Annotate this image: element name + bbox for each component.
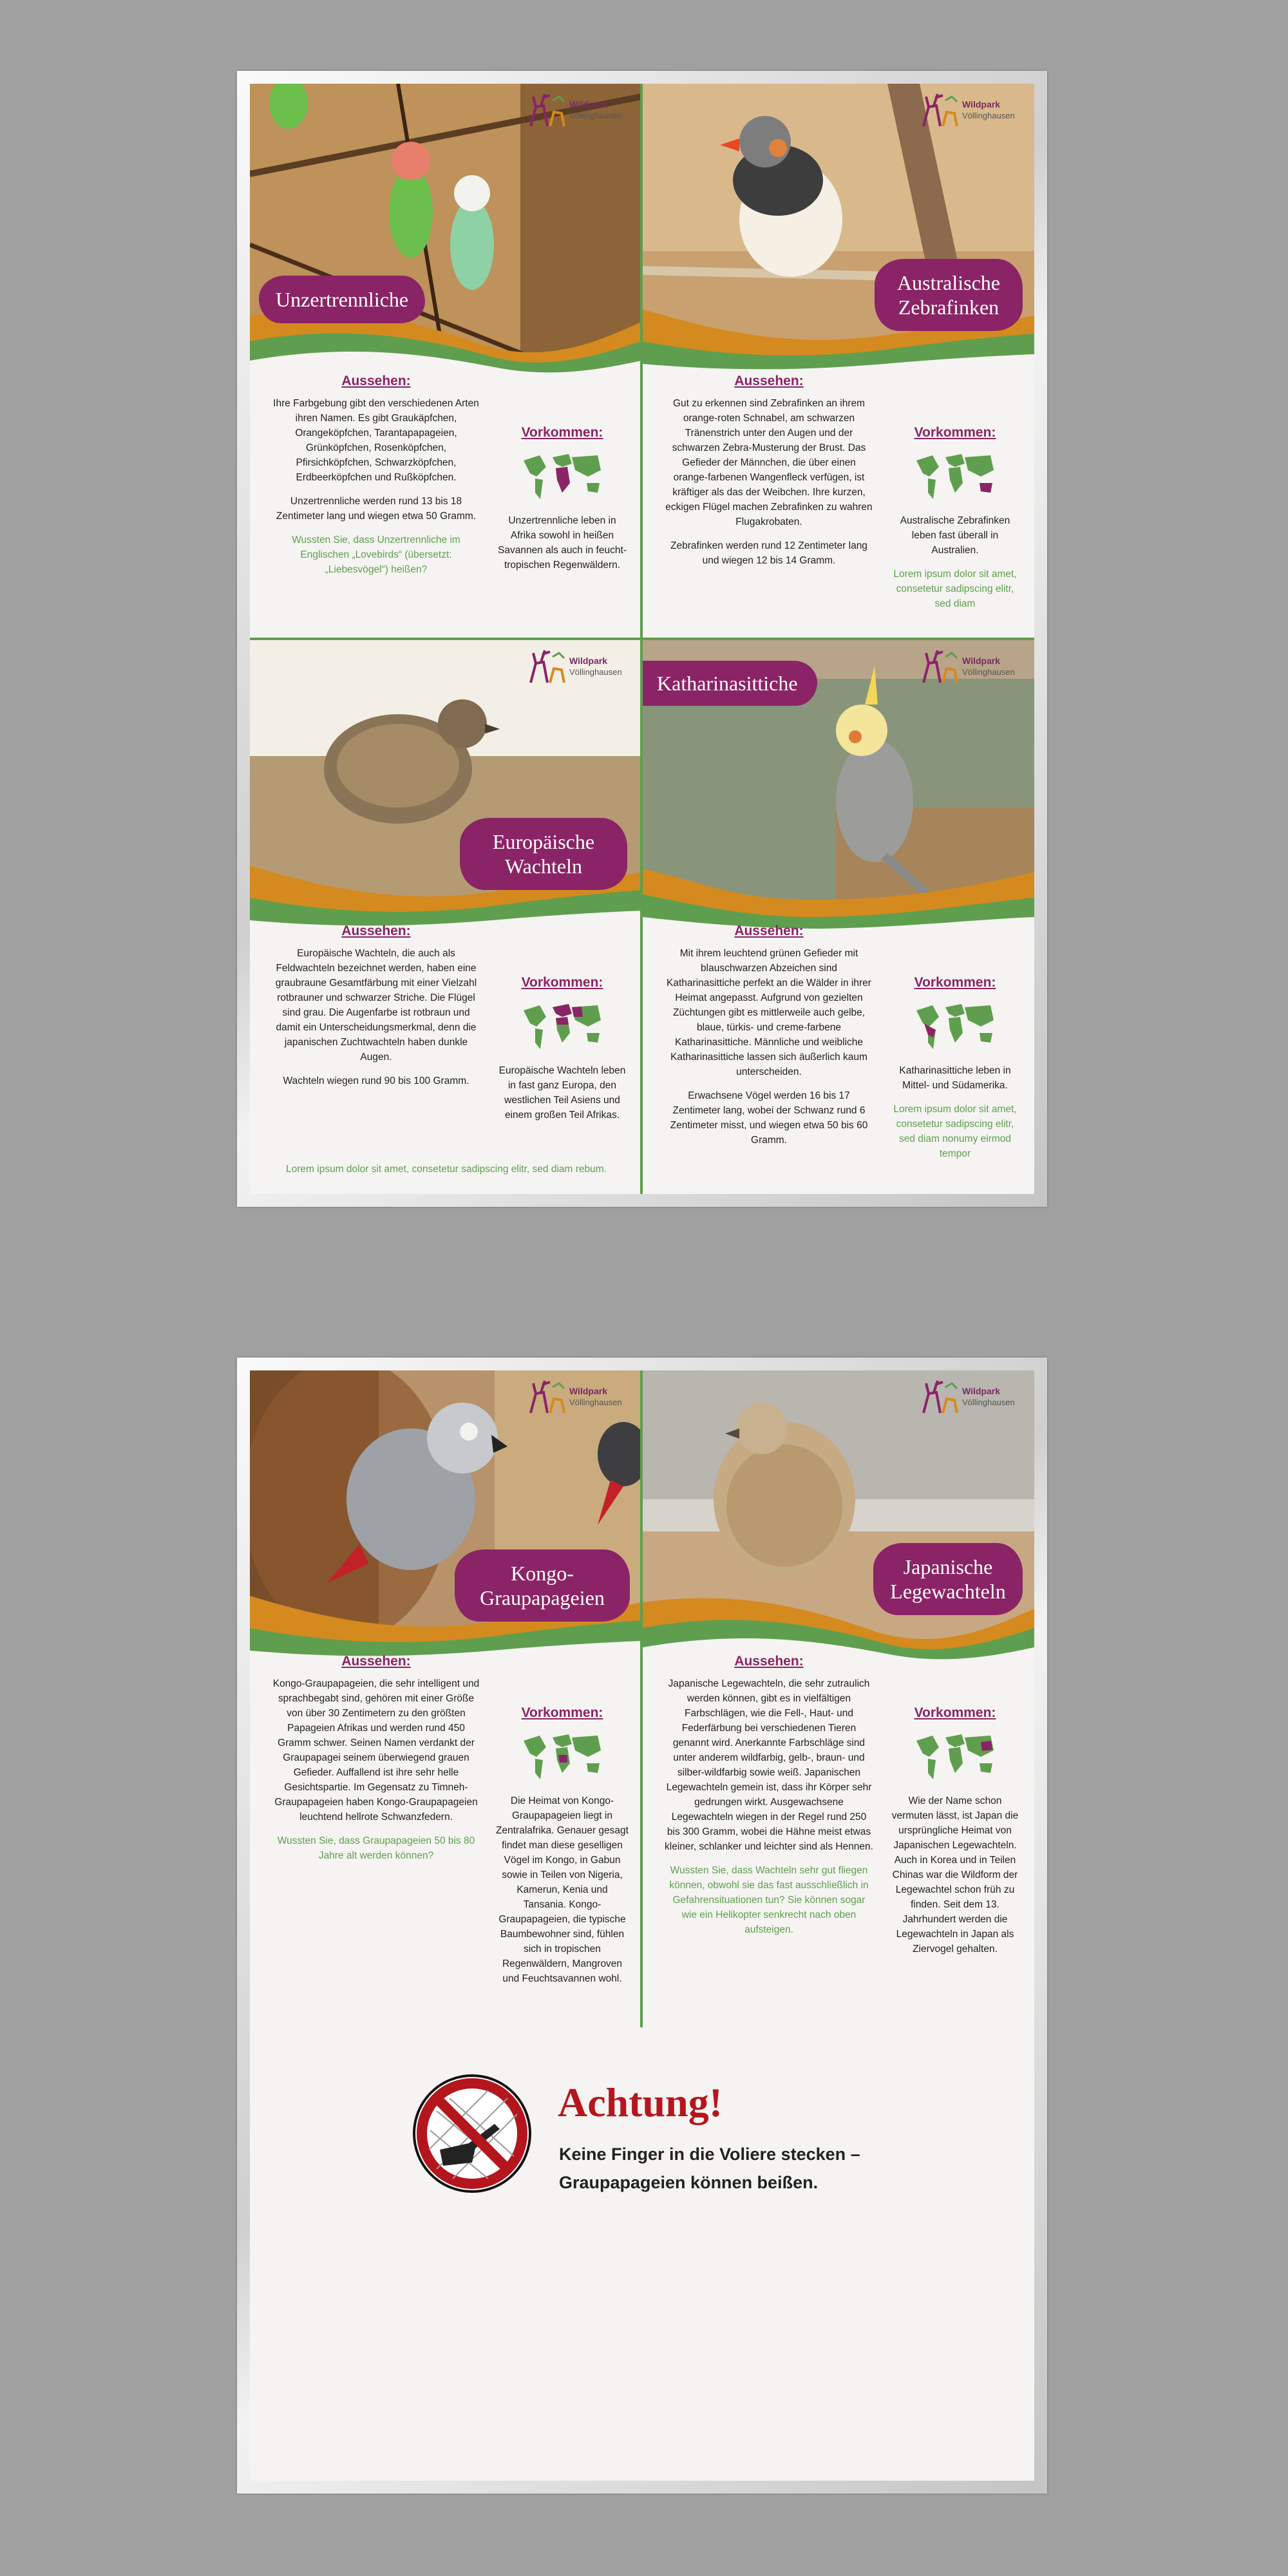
logo-name: Wildpark — [962, 656, 1000, 666]
occurrence-text: Wie der Name schon vermuten lässt, ist Japan die ursprüngliche Heimat von Japanischen Legewachteln. Auch in Korea und in Teilen Chinas war die Wildform der Legewachtel schon früh zu finden. Seit dem 13. Jahrhundert werden die Legewachteln in Japan als Ziervogel gehalten. — [891, 1795, 1019, 1955]
fact-text: Lorem ipsum dolor sit amet, consetetur sadipscing elitr, sed diam rebum. — [286, 1164, 607, 1175]
occurrence-heading: Vorkommen: — [521, 425, 603, 440]
panel-zebra-finches — [643, 84, 1034, 638]
appearance-heading: Aussehen: — [341, 374, 411, 388]
panel-barred-parakeet — [643, 640, 1034, 1194]
panel-european-quail — [250, 640, 641, 1194]
appearance-text: Europäische Wachteln, die auch als Feldwachteln bezeichnet werden, haben eine graubraune Gesamtfärbung mit einer Vielzahl rotbrauner und schwarzer Striche. Die Flügel sind grau. Die Augenfarbe ist rotbraun und damit ein Unterscheidungsmerkmal, denn die japanischen Zuchtwachteln haben dunkle Augen. — [275, 948, 477, 1063]
occurrence-text: Katharinasittiche leben in Mittel- und Südamerika. — [899, 1065, 1011, 1091]
fact-text: Wussten Sie, dass Unzertrennliche im Englischen „Lovebirds“ (übersetzt: „Liebesvögel“) heißen? — [292, 535, 460, 575]
occurrence-text: Die Heimat von Kongo-Graupapageien liegt in Zentralafrika. Genauer gesagt findet man diese geselligen Vögel im Kongo, in Gabun sowie in Teilen von Nigeria, Kamerun, Kenia und Tansania. Kongo-Graupapageien, die typische Baumbewohner sind, fühlen sich in tropischen Regenwäldern, Mangroven und Feuchtsavannen wohl. — [496, 1795, 629, 1984]
size-text: Erwachsene Vögel werden 16 bis 17 Zentimeter lang, wobei der Schwanz rund 6 Zentimeter misst, und wiegen etwa 50 bis 60 Gramm. — [670, 1090, 868, 1146]
appearance-heading: Aussehen: — [734, 374, 804, 388]
logo-place: Völlinghausen — [962, 667, 1015, 677]
occurrence-section — [887, 975, 1023, 1161]
world-map-east-asia-icon — [910, 1728, 1000, 1786]
occurrence-section — [495, 975, 630, 1122]
species-title: Australische Zebrafinken — [875, 259, 1023, 331]
logo-place: Völlinghausen — [569, 667, 622, 677]
wildpark-logo — [524, 88, 634, 134]
panel-lovebirds — [250, 84, 641, 638]
panel-grey-parrot — [250, 1370, 641, 2027]
logo-place: Völlinghausen — [569, 1397, 622, 1407]
logo-name: Wildpark — [569, 656, 607, 666]
occurrence-section — [887, 1705, 1023, 1956]
logo-name: Wildpark — [962, 99, 1000, 109]
wildpark-logo — [917, 88, 1027, 134]
occurrence-text: Europäische Wachteln leben in fast ganz Europa, den westlichen Teil Asiens und einem großen Teil Afrikas. — [498, 1065, 626, 1121]
world-map-south-america-icon — [910, 998, 1000, 1056]
appearance-text: Japanische Legewachteln, die sehr zutraulich werden können, gibt es in vielfältigen Farbschlägen, wie die Fell-, Haut- und Federfärbung bei verschiedenen Tieren genannt wird. Anerkannte Farbschläge sind unter anderem wildfarbig, gelb-, braun- und silber-wildfarbig sowie weiß. Japanischen Legewachteln gemein ist, dass ihr Körper sehr gedrungen wirkt. Ausgewachsene Legewachteln wiegen in der Regel rund 250 bis 300 Gramm, wobei die Hähne meist etwas kleiner, schlanker und leichter sind als Hennen. — [665, 1678, 873, 1852]
species-title: Unzertrennliche — [259, 276, 425, 323]
occurrence-section — [495, 1705, 630, 1986]
appearance-section — [665, 923, 873, 1157]
fact-text: Wussten Sie, dass Wachteln sehr gut fliegen können, obwohl sie das fast ausschließlich in Gefahrensituationen tun? Sie können sogar wie ein Helikopter senkrecht nach oben aufsteigen. — [669, 1865, 869, 1935]
occurrence-heading: Vorkommen: — [914, 975, 996, 990]
logo-name: Wildpark — [569, 99, 607, 109]
occurrence-text: Unzertrennliche leben in Afrika sowohl in heißen Savannen als auch in feucht-tropischen Regenwäldern. — [498, 515, 627, 571]
appearance-text: Kongo-Graupapageien, die sehr intelligent und sprachbegabt sind, gehören mit einer Größe von über 30 Zentimetern zu den größten Papageien Afrikas und werden rund 450 Gramm schwer. Seinen Namen verdankt der Graupapagei seinem überwiegend grauen Gefieder. Auffallend ist ihre sehr helle Gesichtspartie. Im Gegensatz zu Timneh-Graupapageien haben Kongo-Graupapageien leuchtend hellrote Schwanzfedern. — [272, 1678, 480, 1823]
species-title: Katharinasittiche — [643, 661, 817, 706]
wildpark-logo — [524, 1374, 634, 1421]
appearance-heading: Aussehen: — [734, 1654, 804, 1669]
occurrence-extra-text: Lorem ipsum dolor sit amet, consetetur sadipscing elitr, sed diam nonumy eirmod tempor — [893, 1104, 1017, 1159]
warning-title: Achtung! — [558, 2079, 723, 2125]
poster-1 — [250, 84, 1034, 1194]
logo-place: Völlinghausen — [569, 111, 622, 120]
size-text: Wachteln wiegen rund 90 bis 100 Gramm. — [283, 1075, 469, 1086]
occurrence-heading: Vorkommen: — [914, 425, 996, 440]
appearance-text: Ihre Farbgebung gibt den verschiedenen Arten ihren Namen. Es gibt Graukäpfchen, Orangeköpfchen, Tarantapapageien, Grünköpfchen, Rosenköpfchen, Pfirsichköpfchen, Schwarzköpfchen, Erdbeerköpfchen und Rußköpfchen. — [273, 398, 479, 483]
logo-place: Völlinghausen — [962, 111, 1015, 120]
poster-frame-1 — [237, 71, 1047, 1207]
appearance-section — [272, 1654, 480, 1872]
species-title: Kongo-Graupapageien — [455, 1549, 630, 1622]
panel-japanese-quail — [643, 1370, 1034, 2027]
world-map-central-africa-icon — [517, 1728, 607, 1786]
no-fingers-in-aviary-icon — [411, 2072, 533, 2195]
appearance-section — [665, 1654, 873, 1946]
appearance-section — [272, 923, 480, 1097]
appearance-section — [272, 374, 480, 586]
appearance-heading: Aussehen: — [341, 1654, 411, 1669]
occurrence-heading: Vorkommen: — [914, 1705, 996, 1720]
world-map-australia-icon — [910, 448, 1000, 506]
wildpark-logo — [917, 1374, 1027, 1421]
row-divider — [250, 638, 1034, 640]
fact-text: Wussten Sie, dass Graupapageien 50 bis 80 Jahre alt werden können? — [277, 1835, 475, 1861]
logo-name: Wildpark — [962, 1386, 1000, 1396]
warning-text — [559, 2140, 860, 2197]
occurrence-heading: Vorkommen: — [521, 1705, 603, 1720]
occurrence-extra-text: Lorem ipsum dolor sit amet, consetetur sadipscing elitr, sed diam — [893, 569, 1017, 609]
poster-frame-2 — [237, 1358, 1047, 2494]
wildpark-logo — [524, 644, 634, 690]
logo-place: Völlinghausen — [962, 1397, 1015, 1407]
species-title: Japanische Legewachteln — [873, 1543, 1023, 1615]
species-title: Europäische Wachteln — [460, 818, 627, 890]
appearance-text: Mit ihrem leuchtend grünen Gefieder mit blauschwarzen Abzeichen sind Katharinasittiche perfekt an die Wälder in ihrer Heimat angepasst. Aufgrund von gezielten Züchtungen gibt es mittlerweile auch gelbe, blaue, türkis- und creme-farbene Katharinasittiche. Männliche und weibliche Katharinasittiche lassen sich äußerlich kaum unterscheiden. — [667, 948, 871, 1077]
logo-name: Wildpark — [569, 1386, 607, 1396]
column-divider — [640, 1370, 643, 2027]
size-text: Zebrafinken werden rund 12 Zentimeter lang und wiegen 12 bis 14 Gramm. — [670, 540, 867, 566]
appearance-section — [665, 374, 873, 577]
wildpark-logo — [917, 644, 1027, 690]
warning-line-1: Keine Finger in die Voliere stecken – — [559, 2145, 860, 2164]
appearance-text: Gut zu erkennen sind Zebrafinken an ihrem orange-roten Schnabel, am schwarzen Tränenstrich unter den Augen und der schwarzen Zebra-Musterung der Brust. Das Gefieder der Männchen, die über einen orange-farbenen Wangenfleck verfügen, ist kräftiger als das der Weibchen. Ihre kurzen, eckigen Flügel machen Zebrafinken zu wahren Flugakrobaten. — [665, 398, 873, 527]
occurrence-section — [887, 425, 1023, 611]
size-text: Unzertrennliche werden rund 13 bis 18 Zentimeter lang und wiegen etwa 50 Gramm. — [276, 496, 477, 522]
poster-2 — [250, 1370, 1034, 2481]
world-map-europe-icon — [517, 998, 607, 1056]
appearance-heading: Aussehen: — [341, 923, 411, 938]
warning-line-2: Graupapageien können beißen. — [559, 2173, 819, 2192]
occurrence-heading: Vorkommen: — [521, 975, 603, 990]
occurrence-text: Australische Zebrafinken leben fast überall in Australien. — [900, 515, 1010, 556]
occurrence-section — [495, 425, 630, 573]
world-map-africa-icon — [517, 448, 607, 506]
appearance-heading: Aussehen: — [734, 923, 804, 938]
